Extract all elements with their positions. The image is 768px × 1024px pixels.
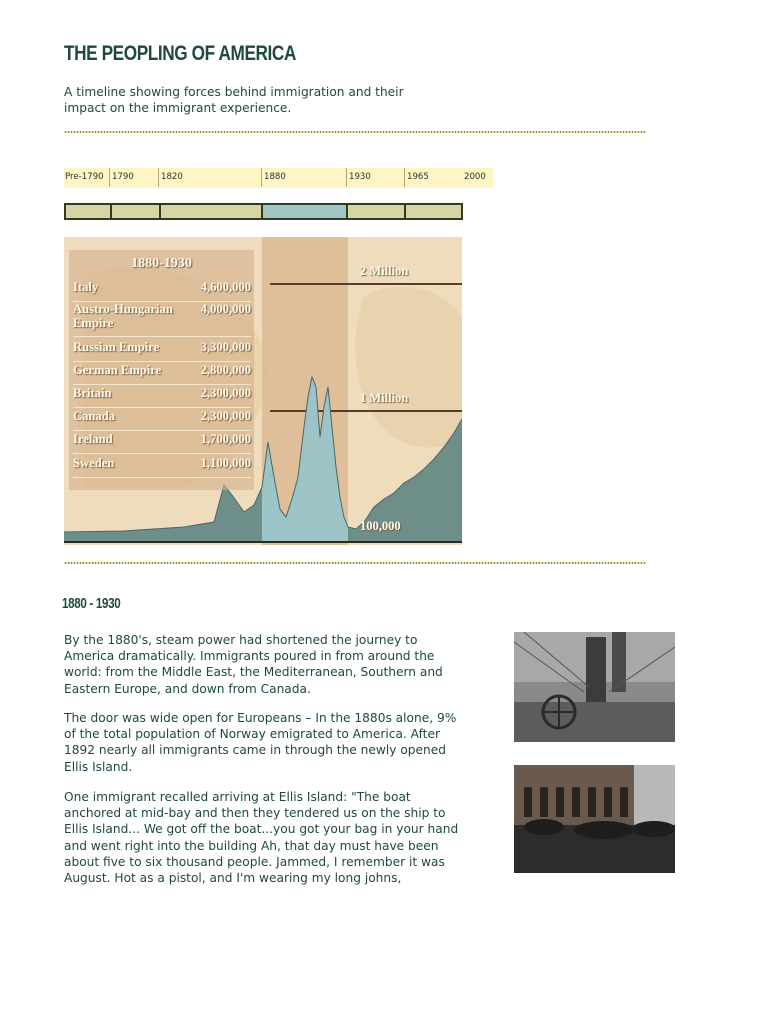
paragraph: By the 1880's, steam power had shortened the journey to America dramatically. Immigrants poured in from around the world: from the Middle East, the Mediterranean, Southern and Eastern Europe, and down from Canada. bbox=[64, 633, 443, 696]
table-row bbox=[73, 340, 251, 362]
timeline-tick-1820[interactable]: 1820 bbox=[158, 168, 183, 187]
label-1-million: 1 Million bbox=[360, 391, 409, 405]
timeline-segment-1820-1880[interactable] bbox=[161, 205, 261, 218]
country-value: 4,600,000 bbox=[200, 280, 251, 294]
dotted-divider bbox=[64, 561, 646, 565]
country-name: Sweden bbox=[73, 456, 115, 470]
label-100-thousand: 100,000 bbox=[360, 519, 401, 533]
country-name: Ireland bbox=[73, 432, 113, 446]
timeline-segment-1965-2000[interactable] bbox=[406, 205, 461, 218]
timeline-segment-1880-1930[interactable] bbox=[263, 205, 346, 218]
country-value: 3,300,000 bbox=[200, 340, 251, 354]
timeline-tick-2000[interactable]: 2000 bbox=[464, 172, 486, 182]
timeline-tick-1790[interactable]: 1790 bbox=[109, 168, 134, 187]
timeline-axis bbox=[64, 168, 493, 188]
country-value: 4,000,000 bbox=[200, 302, 251, 316]
timeline-segment-1930-1965[interactable] bbox=[348, 205, 404, 218]
country-value: 2,300,000 bbox=[200, 409, 251, 423]
table-row bbox=[73, 432, 251, 454]
page-title: THE PEOPLING OF AMERICA bbox=[64, 42, 296, 65]
ellis-island-photo bbox=[514, 765, 675, 873]
page-subtitle: A timeline showing forces behind immigration and their impact on the immigrant experience. bbox=[64, 85, 404, 115]
timeline-tick-1965[interactable]: 1965 bbox=[404, 168, 429, 187]
country-name: German Empire bbox=[73, 363, 162, 377]
country-name: Italy bbox=[73, 280, 99, 294]
table-row bbox=[73, 363, 251, 385]
country-value: 2,800,000 bbox=[200, 363, 251, 377]
steamship-photo bbox=[514, 632, 675, 742]
timeline-tick-1930[interactable]: 1930 bbox=[346, 168, 371, 187]
table-header: 1880-1930 bbox=[131, 256, 192, 271]
table-row bbox=[73, 280, 251, 302]
country-value: 2,300,000 bbox=[200, 386, 251, 400]
paragraph: One immigrant recalled arriving at Ellis Island: "The boat anchored at mid-bay and then they tendered us on the ship to Ellis Island... We got off the boat...you got your bag in your hand and went right into the building Ah, that day must have been about five to six thousand people. Jammed, I remember it was August. Hot as a pistol, and I'm wearing my long johns, bbox=[64, 790, 459, 886]
country-name: Austro-Hungarian Empire bbox=[73, 302, 173, 330]
country-value: 1,700,000 bbox=[200, 432, 251, 446]
country-name: Russian Empire bbox=[73, 340, 160, 354]
table-row bbox=[73, 386, 251, 408]
country-value: 1,100,000 bbox=[200, 456, 251, 470]
ellis-island-image bbox=[514, 765, 675, 873]
timeline-segment-pre1790[interactable] bbox=[66, 205, 110, 218]
label-2-million: 2 Million bbox=[360, 264, 409, 278]
table-row bbox=[73, 456, 251, 478]
country-name: Canada bbox=[73, 409, 115, 423]
country-name: Britain bbox=[73, 386, 112, 400]
immigration-chart bbox=[64, 237, 462, 545]
paragraph: The door was wide open for Europeans – In the 1880s alone, 9% of the total population of Norway emigrated to America. After 1892 nearly all immigrants came in through the newly opened Ellis Island. bbox=[64, 711, 457, 774]
timeline-tick-1880[interactable]: 1880 bbox=[261, 168, 286, 187]
timeline-tick-pre1790[interactable]: Pre-1790 bbox=[65, 172, 104, 182]
table-row bbox=[73, 409, 251, 431]
dotted-divider bbox=[64, 130, 646, 134]
top-countries-table bbox=[69, 250, 254, 490]
steamship-image bbox=[514, 632, 675, 742]
table-row bbox=[73, 302, 251, 337]
section-heading: 1880 - 1930 bbox=[62, 596, 121, 612]
timeline-segment-1790-1820[interactable] bbox=[112, 205, 159, 218]
timeline-segment-bar bbox=[64, 203, 463, 220]
